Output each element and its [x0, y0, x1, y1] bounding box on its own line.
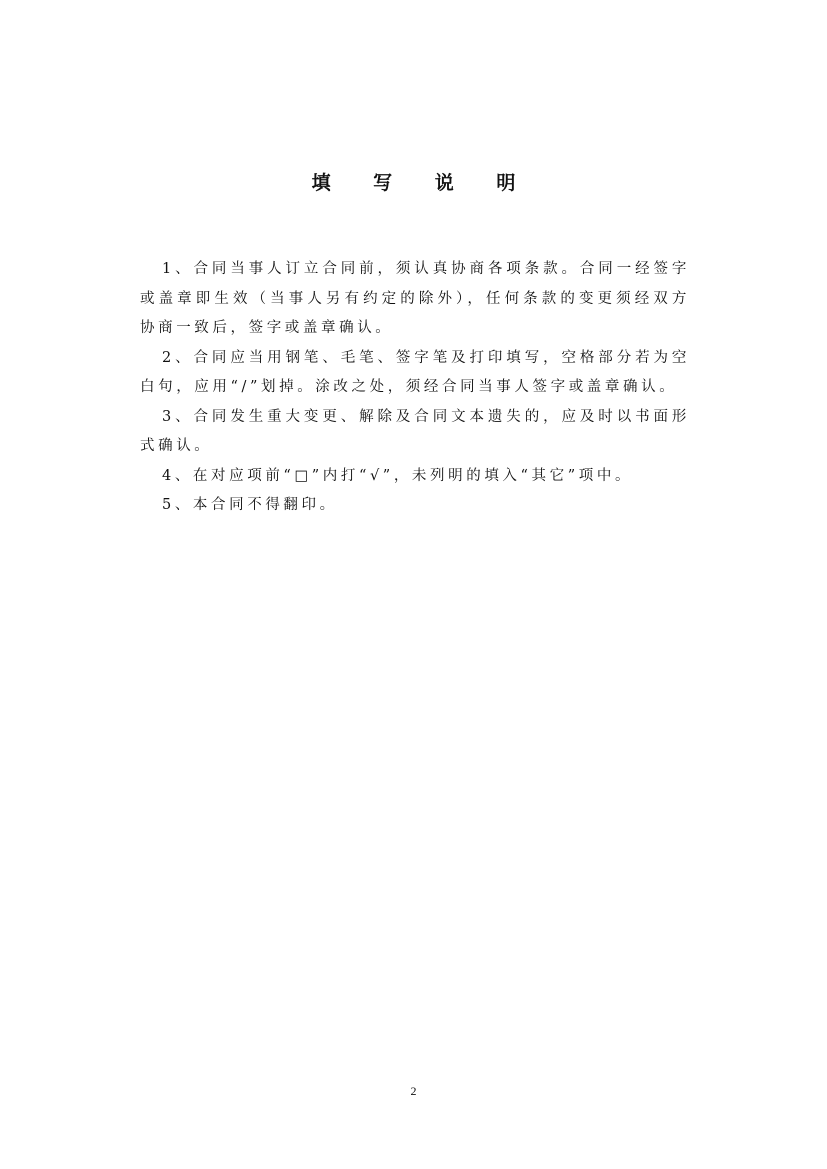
- instruction-item-3: 3、合同发生重大变更、解除及合同文本遗失的，应及时以书面形式确认。: [140, 408, 690, 454]
- instruction-item-4: 4、在对应项前“□”内打“√”，未列明的填入“其它”项中。: [162, 467, 634, 484]
- instruction-item-2: 2、合同应当用钢笔、毛笔、签字笔及打印填写，空格部分若为空白句，应用“/”划掉。涂改之处，须经合同当事人签字或盖章确认。: [140, 349, 690, 395]
- instruction-item-5: 5、本合同不得翻印。: [162, 497, 338, 513]
- instruction-item-1: 1、合同当事人订立合同前，须认真协商各项条款。合同一经签字或盖章即生效（当事人另有约定的除外），任何条款的变更须经双方协商一致后，签字或盖章确认。: [140, 261, 690, 336]
- instructions-body: [140, 255, 690, 521]
- page-number: 2: [410, 1084, 417, 1098]
- page-title: 填 写 说 明: [311, 172, 534, 194]
